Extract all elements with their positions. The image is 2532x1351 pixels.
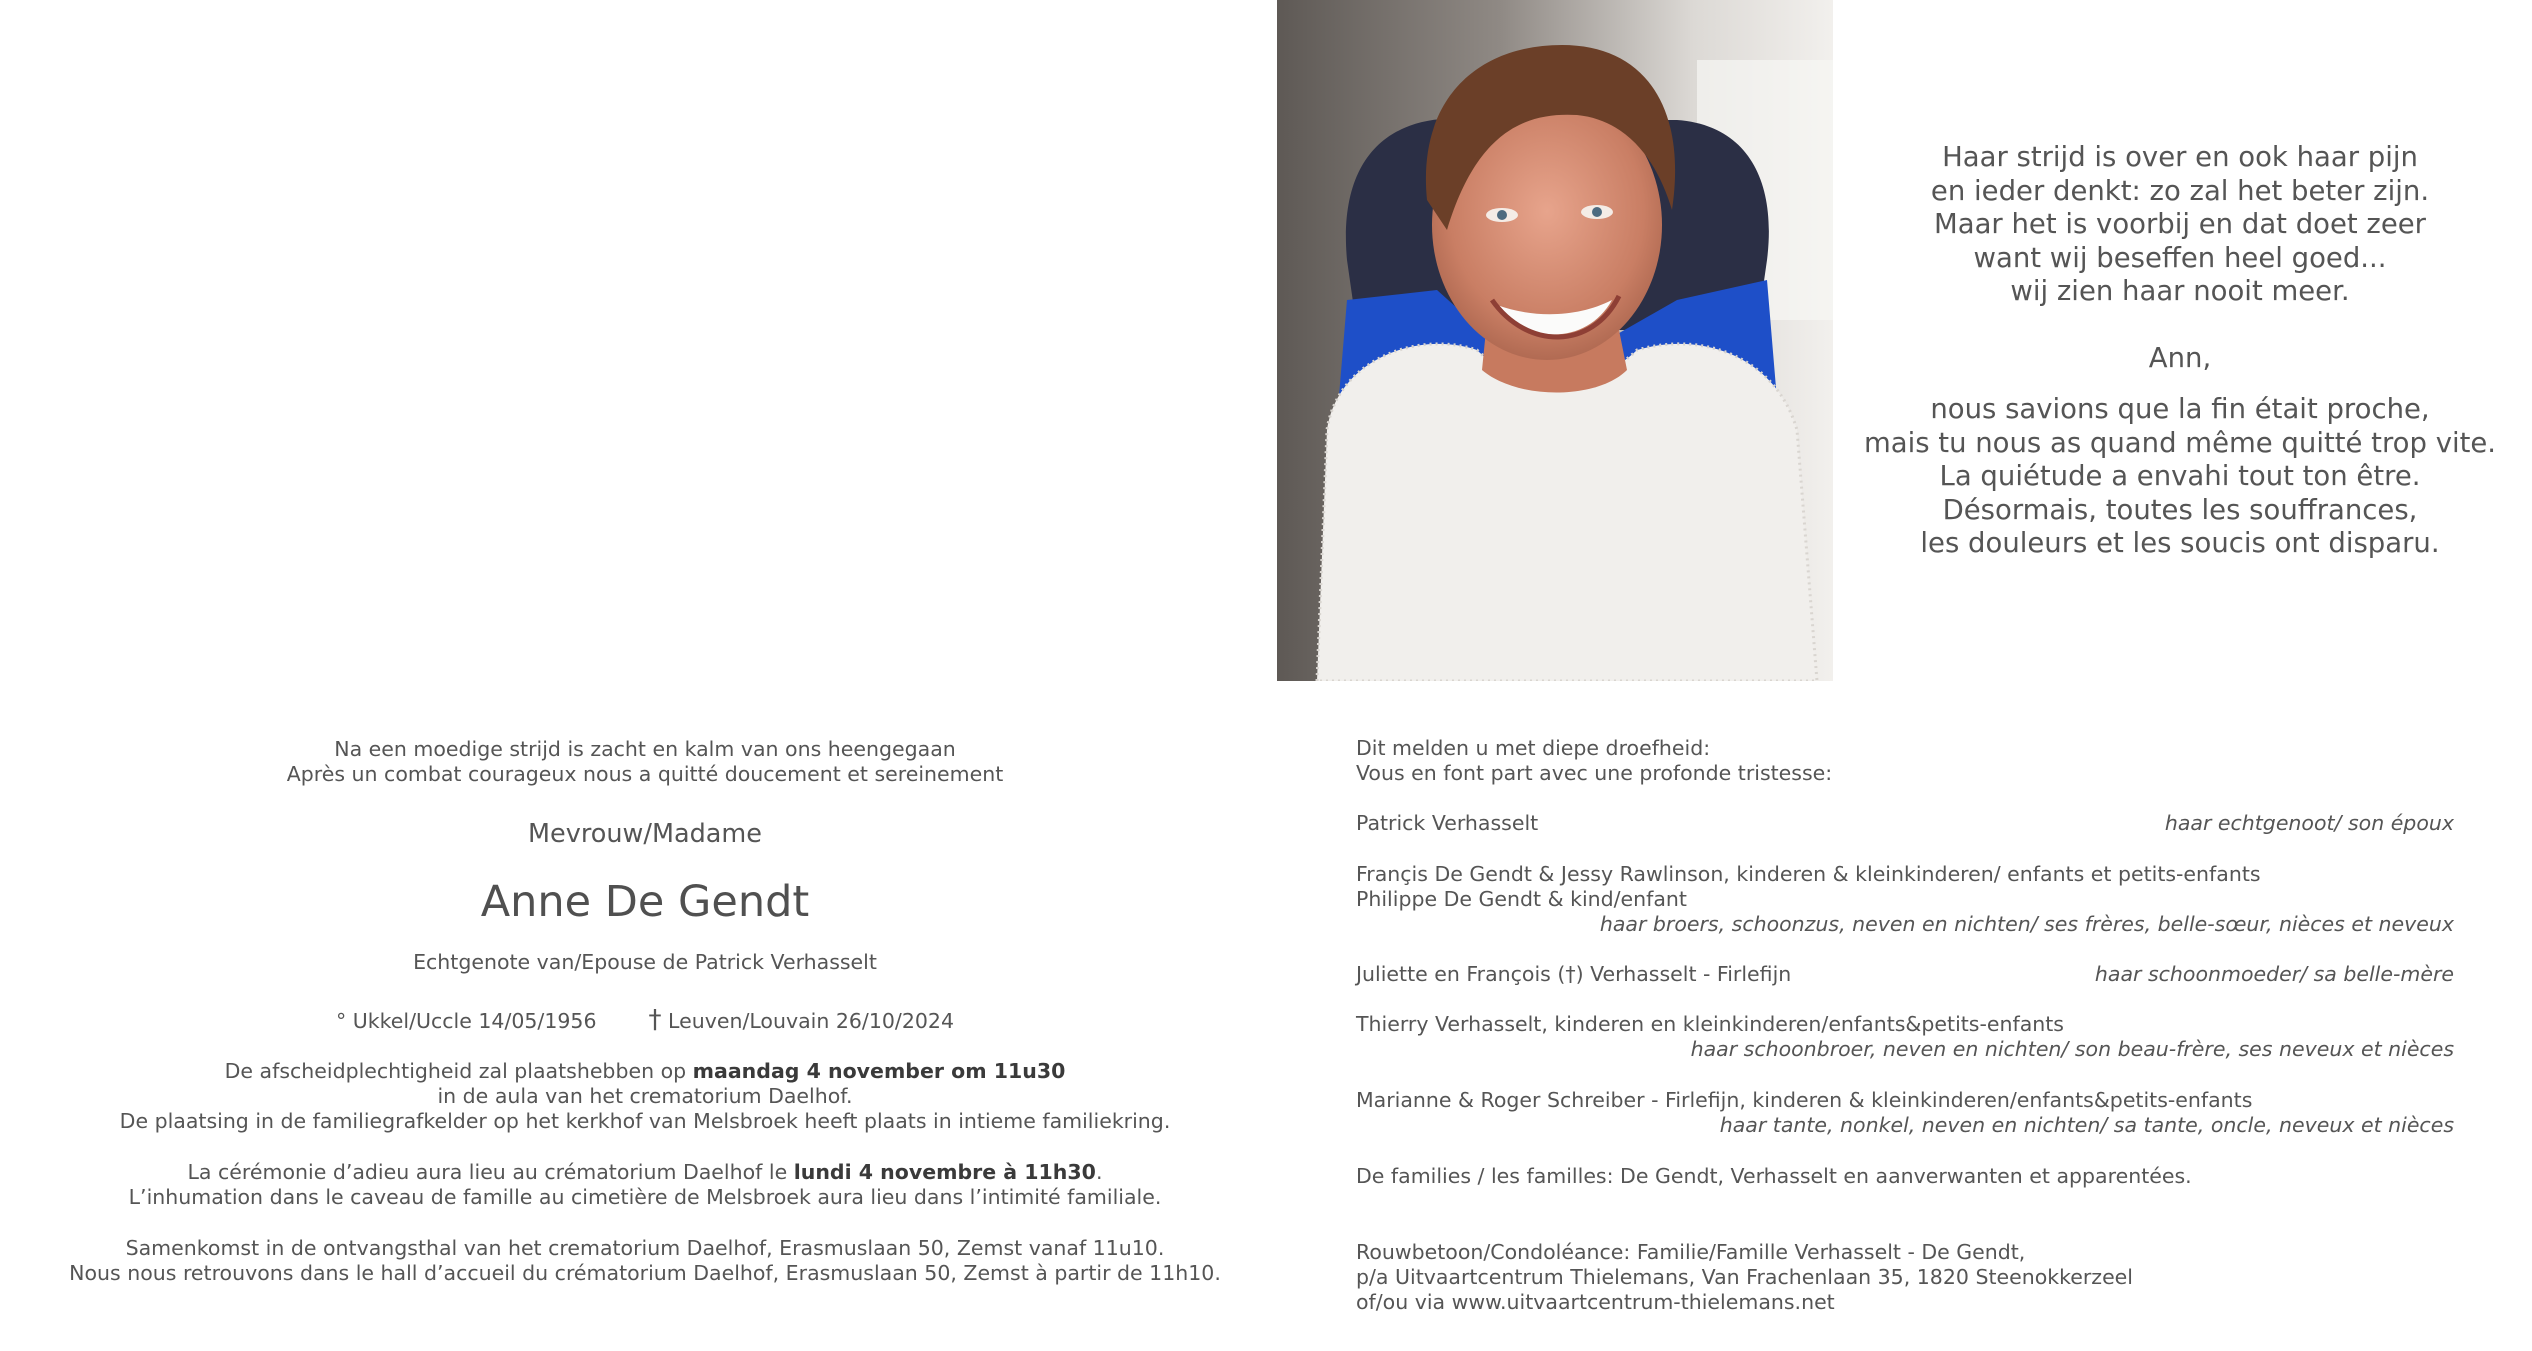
poem-line: nous savions que la fin était proche,: [1930, 393, 2430, 425]
gathering-dutch: Samenkomst in de ontvangsthal van het crematorium Daelhof, Erasmuslaan 50, Zemst vanaf 11u10.: [125, 1236, 1165, 1260]
birth-death-dates: [80, 1005, 1210, 1035]
family-member-relation: haar broers, schoonzus, neven en nichten/ ses frères, belle-sœur, nièces et neveux: [1599, 912, 2454, 936]
family-member-name: Marianne & Roger Schreiber - Firlefijn, kinderen & kleinkinderen/enfants&petits-enfants: [1356, 1088, 2253, 1112]
families-line: [1356, 1164, 2454, 1189]
intro-dutch: Na een moedige strijd is zacht en kalm van ons heengegaan: [334, 737, 956, 761]
condolence-line: Rouwbetoon/Condoléance: Familie/Famille Verhasselt - De Gendt,: [1356, 1240, 2026, 1264]
gathering-info: [60, 1236, 1230, 1286]
family-member-name: Juliette en François (†) Verhasselt - Firlefijn: [1356, 962, 1792, 986]
death-date: Leuven/Louvain 26/10/2024: [668, 1009, 955, 1033]
ceremony-dutch-date: maandag 4 november om 11u30: [692, 1059, 1066, 1083]
poem-line: want wij beseffen heel goed...: [1973, 241, 2387, 274]
poem-line: Maar het is voorbij en dat doet zeer: [1934, 208, 2426, 240]
gathering-french: Nous nous retrouvons dans le hall d’accueil du crématorium Daelhof, Erasmuslaan 50, Zemst à partir de 11h10.: [69, 1261, 1221, 1285]
ceremony-french: [60, 1160, 1230, 1210]
family-intro-dutch: Dit melden u met diepe droefheid:: [1356, 736, 1711, 760]
condolence-website-link[interactable]: of/ou via www.uitvaartcentrum-thielemans.net: [1356, 1290, 1835, 1314]
ceremony-french-text: La cérémonie d’adieu aura lieu au crématorium Daelhof le: [187, 1160, 794, 1184]
family-member-relation: haar echtgenoot/ son époux: [2164, 811, 2454, 835]
portrait-illustration: [1277, 0, 1833, 681]
portrait-photo: [1277, 0, 1833, 681]
announcement-intro: [80, 737, 1210, 787]
poem-line: les douleurs et les soucis ont disparu.: [1920, 527, 2440, 559]
birth-date: ° Ukkel/Uccle 14/05/1956: [335, 1009, 597, 1033]
condolence-info: [1356, 1240, 2454, 1315]
salutation: Mevrouw/Madame: [528, 819, 762, 849]
poem-stanza-dutch: [1860, 141, 2500, 309]
poem-line: en ieder denkt: zo zal het beter zijn.: [1930, 174, 2430, 207]
poem-addressee-text: Ann,: [2148, 342, 2212, 374]
family-member-name: Françis De Gendt & Jessy Rawlinson, kinderen & kleinkinderen/ enfants et petits-enfants: [1356, 862, 2261, 886]
family-member-relation: haar schoonbroer, neven en nichten/ son beau-frère, ses neveux et nièces: [1690, 1037, 2454, 1061]
poem-line: mais tu nous as quand même quitté trop vite.: [1863, 426, 2497, 459]
family-member: [1356, 811, 2454, 836]
families-text: De families / les familles: De Gendt, Verhasselt en aanverwanten et apparentées.: [1356, 1164, 2192, 1188]
condolence-address: p/a Uitvaartcentrum Thielemans, Van Frachenlaan 35, 1820 Steenokkerzeel: [1356, 1265, 2133, 1289]
family-member: [1356, 862, 2454, 937]
family-member: [1356, 1088, 2454, 1138]
poem-line: wij zien haar nooit meer.: [2010, 275, 2350, 307]
poem-line: Désormais, toutes les souffrances,: [1942, 493, 2418, 526]
family-member-relation: haar tante, nonkel, neven en nichten/ sa tante, oncle, neveux et nièces: [1719, 1113, 2454, 1137]
ceremony-dutch: [60, 1059, 1230, 1134]
poem-addressee: [1860, 342, 2500, 376]
family-member-name: Thierry Verhasselt, kinderen en kleinkinderen/enfants&petits-enfants: [1356, 1012, 2064, 1036]
family-intro: [1356, 736, 2454, 786]
family-member-name: Philippe De Gendt & kind/enfant: [1356, 887, 1687, 911]
poem-line: Haar strijd is over en ook haar pijn: [1942, 141, 2418, 173]
ceremony-dutch-venue: in de aula van het crematorium Daelhof.: [437, 1084, 853, 1108]
ceremony-french-period: .: [1095, 1160, 1103, 1184]
family-member-relation: haar schoonmoeder/ sa belle-mère: [2094, 962, 2454, 986]
ceremony-dutch-burial: De plaatsing in de familiegrafkelder op het kerkhof van Melsbroek heeft plaats in intieme familiekring.: [119, 1109, 1171, 1133]
family-member: [1356, 1012, 2454, 1062]
family-member-name: Patrick Verhasselt: [1356, 811, 1539, 835]
poem-stanza-french: [1860, 393, 2500, 561]
ceremony-dutch-text: De afscheidplechtigheid zal plaatshebben op: [224, 1059, 693, 1083]
ceremony-french-burial: L’inhumation dans le caveau de famille au cimetière de Melsbroek aura lieu dans l’intimité familiale.: [128, 1185, 1162, 1209]
ceremony-french-date: lundi 4 novembre à 11h30: [793, 1160, 1096, 1184]
spouse-line: Echtgenote van/Epouse de Patrick Verhasselt: [413, 950, 877, 974]
family-intro-french: Vous en font part avec une profonde tristesse:: [1356, 761, 1833, 785]
cross-icon: †: [648, 1005, 662, 1035]
family-member: [1356, 962, 2454, 987]
deceased-name: Anne De Gendt: [480, 877, 810, 927]
intro-french: Après un combat courageux nous a quitté doucement et sereinement: [286, 762, 1004, 786]
poem-line: La quiétude a envahi tout ton être.: [1939, 460, 2421, 492]
